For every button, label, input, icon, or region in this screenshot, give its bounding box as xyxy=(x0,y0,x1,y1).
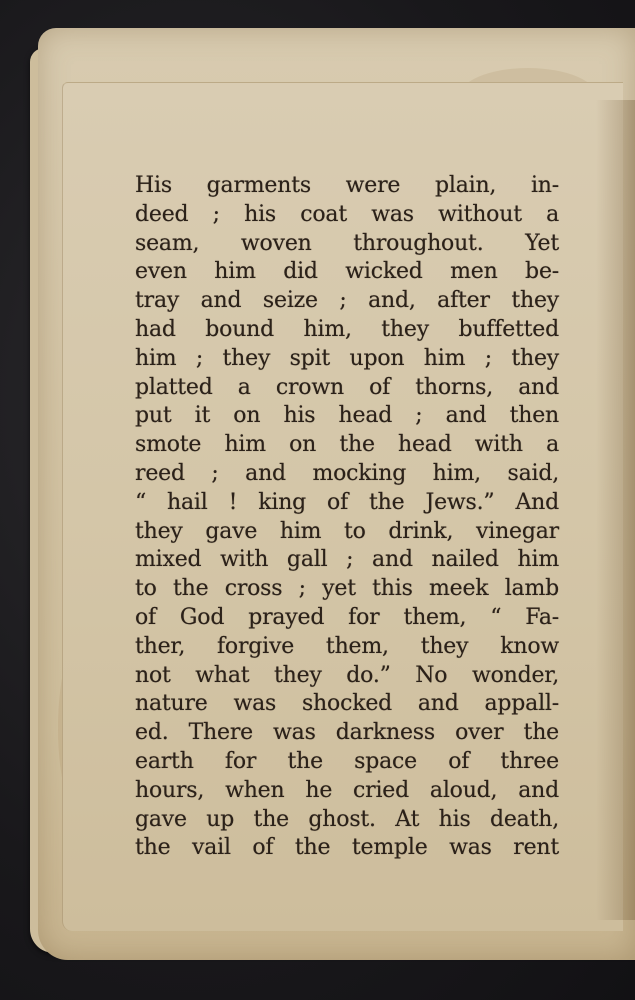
text-line: His garments were plain, in- xyxy=(135,173,559,198)
text-line: hours, when he cried aloud, and xyxy=(135,777,559,803)
text-line: ther, forgive them, they know xyxy=(135,633,559,659)
text-line: tray and seize ; and, after they xyxy=(135,288,559,314)
text-line: seam, woven throughout. Yet xyxy=(135,230,559,256)
text-line: they gave him to drink, vinegar xyxy=(135,518,559,544)
text-line: put it on his head ; and then xyxy=(135,403,559,429)
text-line: deed ; his coat was without a xyxy=(135,201,559,227)
text-line: gave up the ghost. At his death, xyxy=(135,806,559,832)
binding-shadow xyxy=(596,100,635,920)
page-body-text xyxy=(135,172,559,863)
text-line: “ hail ! king of the Jews.” And xyxy=(135,489,559,515)
text-line: ed. There was darkness over the xyxy=(135,720,559,746)
text-line: platted a crown of thorns, and xyxy=(135,374,559,400)
text-line: not what they do.” No wonder, xyxy=(135,662,559,688)
text-line: earth for the space of three xyxy=(135,748,559,774)
text-line: him ; they spit upon him ; they xyxy=(135,345,559,371)
text-line: even him did wicked men be- xyxy=(135,259,559,285)
text-line: reed ; and mocking him, said, xyxy=(135,460,559,486)
text-line: nature was shocked and appall- xyxy=(135,691,559,717)
text-line: to the cross ; yet this meek lamb xyxy=(135,576,559,602)
text-line: of God prayed for them, “ Fa- xyxy=(135,604,559,630)
text-line: had bound him, they buffetted xyxy=(135,316,559,342)
text-line: the vail of the temple was rent xyxy=(135,835,559,861)
text-line: mixed with gall ; and nailed him xyxy=(135,547,559,573)
text-line: smote him on the head with a xyxy=(135,432,559,458)
